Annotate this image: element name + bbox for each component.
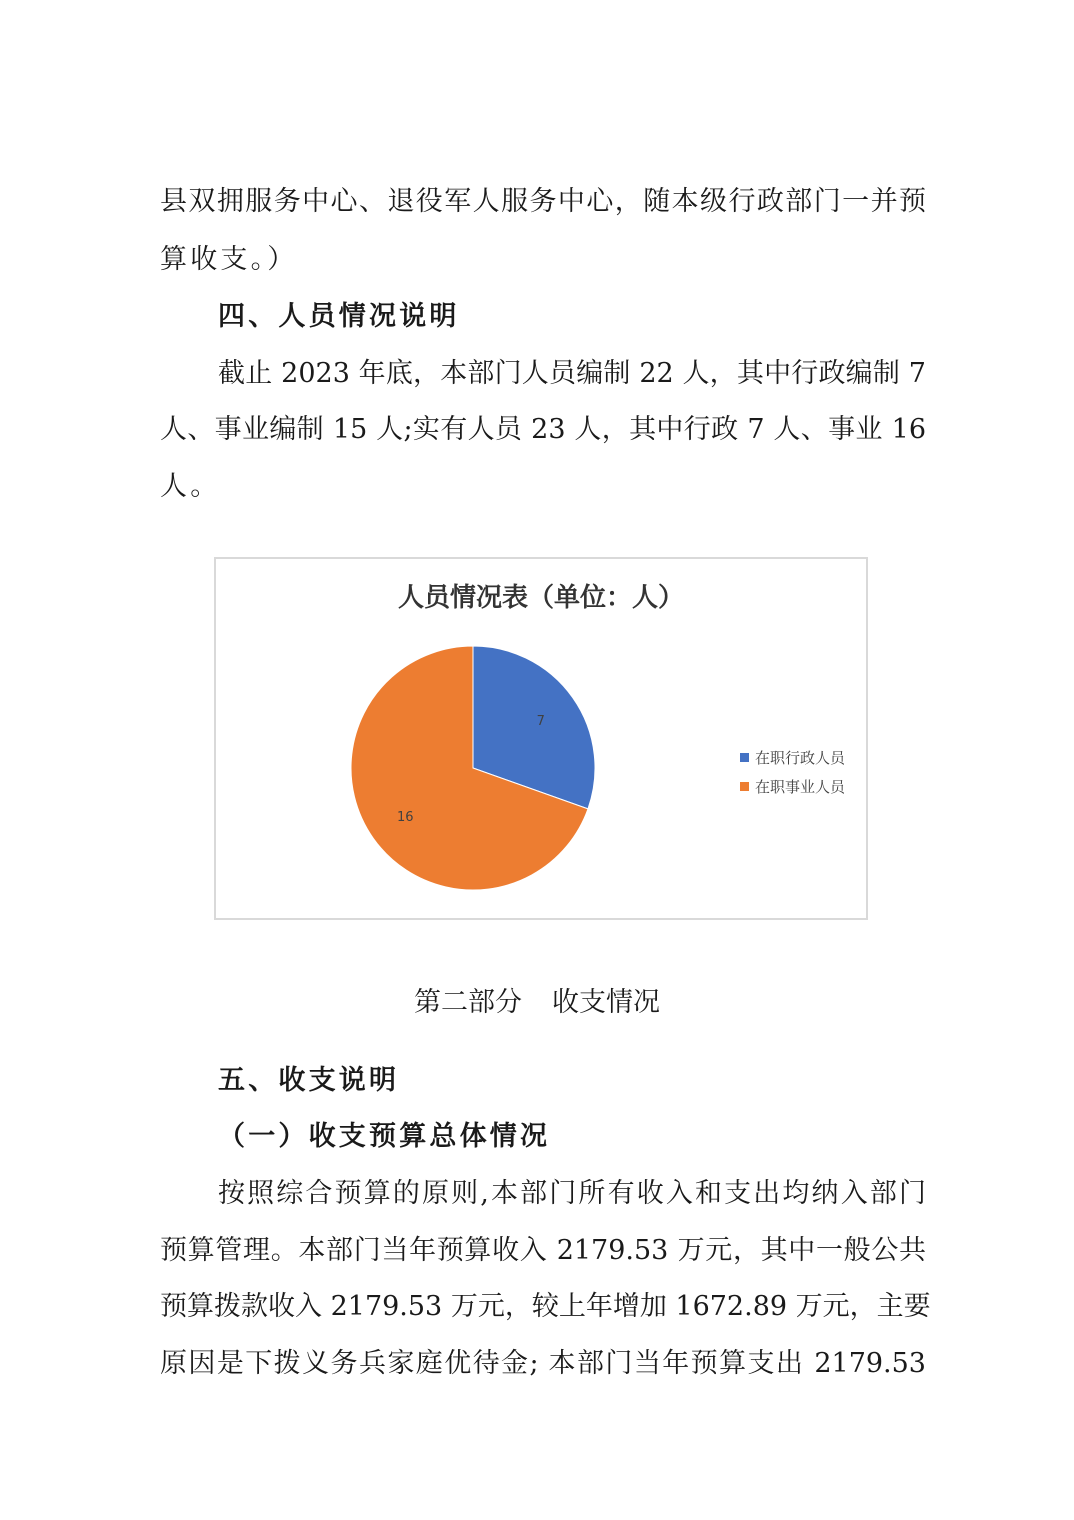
data-label-admin: 7 <box>536 714 545 730</box>
part-title: 收支情况 <box>552 987 660 1018</box>
legend-label-institution: 在职事业人员 <box>755 778 846 796</box>
body-text-line: 预算管理。本部门当年预算收入 2179.53 万元，其中一般公共 <box>160 1235 926 1266</box>
legend-swatch-institution <box>740 782 749 791</box>
part-two-title <box>0 980 1074 1019</box>
body-text-line: 县双拥服务中心、退役军人服务中心，随本级行政部门一并预 <box>160 186 926 217</box>
legend-swatch-admin <box>740 753 749 762</box>
data-label-institution: 16 <box>396 809 414 825</box>
body-text-line: 算收支。） <box>160 244 298 275</box>
legend-item-admin <box>740 743 845 772</box>
staffing-pie-chart <box>214 557 868 920</box>
body-text-line: 人、事业编制 15 人;实有人员 23 人，其中行政 7 人、事业 16 <box>160 414 926 445</box>
section-heading-4: 四、人员情况说明 <box>218 301 460 332</box>
part-label: 第二部分 <box>414 987 522 1018</box>
chart-title: 人员情况表（单位：人） <box>397 583 684 613</box>
subheading-budget-overview: （一）收支预算总体情况 <box>218 1121 551 1152</box>
body-text-line: 人。 <box>160 471 221 502</box>
legend-item-institution <box>740 772 845 801</box>
body-text-line: 按照综合预算的原则,本部门所有收入和支出均纳入部门 <box>218 1178 926 1209</box>
body-text-line: 预算拨款收入 2179.53 万元，较上年增加 1672.89 万元，主要 <box>160 1291 931 1322</box>
chart-legend <box>740 743 845 801</box>
body-text-line: 原因是下拨义务兵家庭优待金; 本部门当年预算支出 2179.53 <box>160 1348 926 1379</box>
legend-label-admin: 在职行政人员 <box>755 749 846 767</box>
pie-chart-canvas <box>216 559 866 918</box>
section-heading-5: 五、收支说明 <box>218 1065 400 1096</box>
body-text-line: 截止 2023 年底，本部门人员编制 22 人，其中行政编制 7 <box>218 358 926 389</box>
